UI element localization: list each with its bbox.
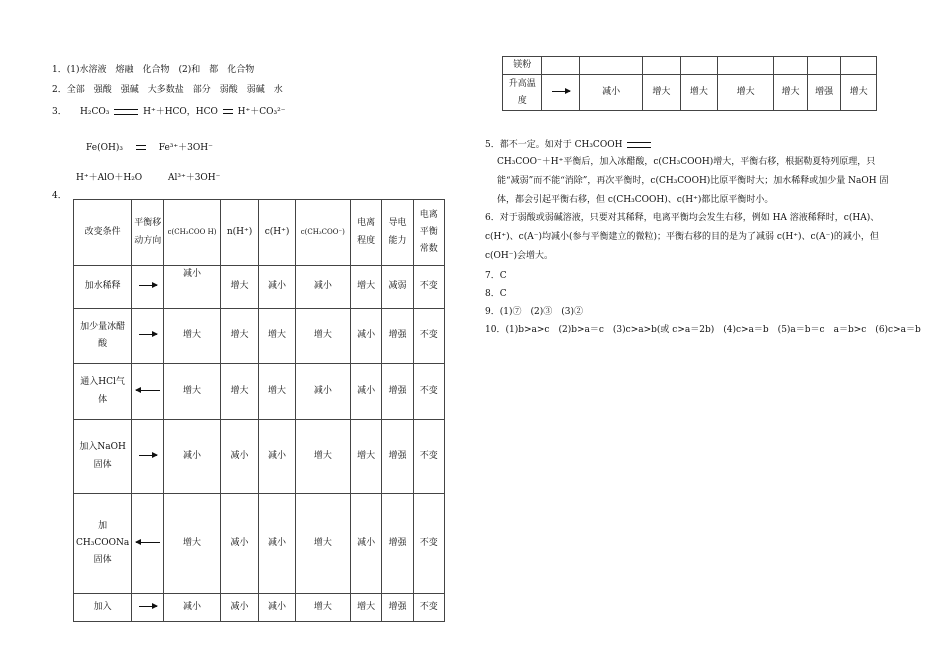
- table-cell: [643, 57, 681, 75]
- header-cell: n(H⁺): [220, 200, 259, 266]
- row-condition: 加CH₃COONa固体: [74, 494, 132, 594]
- eq-right: Fe³⁺＋3OH⁻: [158, 143, 213, 153]
- table-cell: 增大: [259, 309, 295, 364]
- eq-left: H⁺＋AlO＋H₂O: [76, 173, 143, 183]
- table-cell: [718, 57, 774, 75]
- right-arrow-icon: [132, 309, 164, 364]
- eq-right: Al³⁺＋3OH⁻: [167, 173, 221, 183]
- table-row: [74, 594, 445, 622]
- table-row: [74, 266, 445, 309]
- table-cell: 减小: [259, 494, 295, 594]
- table-cell: 不变: [413, 494, 444, 594]
- table-cell: 增强: [382, 420, 413, 494]
- row-condition: 加入: [74, 594, 132, 622]
- table-cell: 不变: [413, 594, 444, 622]
- row-condition: 加水稀释: [74, 266, 132, 309]
- answer-5-text: 5．都不一定。如对于 CH₃COOH: [485, 140, 623, 150]
- equilibrium-table-continued: [502, 56, 877, 111]
- header-cell: c(CH₃COO H): [164, 200, 220, 266]
- table-cell: 增大: [718, 75, 774, 111]
- row-condition: 加少量冰醋酸: [74, 309, 132, 364]
- table-cell: [841, 57, 877, 75]
- equation-iron-hydroxide: [86, 140, 213, 153]
- row-condition: 加入NaOH固体: [74, 420, 132, 494]
- table-row: [74, 309, 445, 364]
- table-row: [74, 494, 445, 594]
- header-cell: 改变条件: [74, 200, 132, 266]
- table-cell: 增大: [295, 309, 350, 364]
- table-cell: [807, 57, 841, 75]
- row-condition: 通入HCl气体: [74, 364, 132, 420]
- left-arrow-icon: [132, 364, 164, 420]
- table-cell: 增大: [350, 420, 381, 494]
- table-row: [503, 57, 877, 75]
- header-cell: 导电能力: [382, 200, 413, 266]
- table-cell: 不变: [413, 420, 444, 494]
- table-cell: 减小: [164, 594, 220, 622]
- table-cell: [774, 57, 808, 75]
- table-row: [74, 420, 445, 494]
- table-cell: 减小: [164, 266, 220, 309]
- answer-6: 6．对于弱酸或弱碱溶液，只要对其稀释，电离平衡均会发生右移，例如 HA 溶液稀释时，c(HA)、c(H⁺)、c(A⁻)均减小(参与平衡建立的微粒)；平衡右移的目的是为了减弱 c(H⁺)、c(A⁻)的减小，但 c(OH⁻)会增大。: [485, 213, 880, 261]
- eq-end: H⁺＋CO₃²⁻: [237, 107, 286, 117]
- answer-5-lead: [485, 137, 653, 150]
- table-cell: 减小: [220, 594, 259, 622]
- answer-4-number: 4．: [52, 191, 67, 201]
- eq-left: Fe(OH)₃: [86, 143, 123, 153]
- answer-1: 1．(1)水溶液 熔融 化合物 (2)和 都 化合物: [52, 65, 255, 75]
- table-cell: 增大: [220, 309, 259, 364]
- table-row: [74, 364, 445, 420]
- table-cell: 减小: [259, 594, 295, 622]
- equilibrium-arrow-icon: [223, 109, 233, 114]
- table-cell: 减弱: [382, 266, 413, 309]
- table-cell: 增大: [295, 594, 350, 622]
- table-cell: 减小: [350, 309, 381, 364]
- table-cell: 增大: [295, 420, 350, 494]
- table-cell: 减小: [295, 364, 350, 420]
- table-cell: 增强: [382, 594, 413, 622]
- table-cell: 增大: [350, 266, 381, 309]
- table-cell: 减小: [259, 266, 295, 309]
- eq-left: H₂CO₃: [80, 107, 110, 117]
- right-arrow-icon: [542, 75, 580, 111]
- answer-7: 7．C: [485, 271, 507, 281]
- answer-9: 9．(1)⑦ (2)③ (3)②: [485, 307, 583, 317]
- table-cell: 减小: [164, 420, 220, 494]
- answer-5-body: CH₃COO⁻＋H⁺平衡后，加入冰醋酸，c(CH₃COOH)增大，平衡右移，根据勒夏特列原理，只能“减弱”而不能“消除”，再次平衡时，c(CH₃COOH)比原平衡时大；加水稀释或加少量 NaOH 固体，都会引起平衡右移，但 c(CH₃COOH)、c(H⁺)都比原平衡时小。: [497, 157, 889, 205]
- table-cell: 增大: [774, 75, 808, 111]
- table-cell: 不变: [413, 309, 444, 364]
- table-cell: 增大: [164, 364, 220, 420]
- table-cell: [542, 57, 580, 75]
- table-cell: 增大: [680, 75, 718, 111]
- table-cell: 增大: [220, 266, 259, 309]
- table-cell: 增大: [643, 75, 681, 111]
- answer-8: 8．C: [485, 289, 507, 299]
- table-cell: 增大: [841, 75, 877, 111]
- table-cell: 增大: [220, 364, 259, 420]
- table-cell: 减小: [259, 420, 295, 494]
- table-cell: 增强: [807, 75, 841, 111]
- answer-10: 10．(1)b>a>c (2)b>a＝c (3)c>a>b(或 c>a＝2b) (4)c>a＝b (5)a＝b＝c a＝b>c (6)c>a＝b: [485, 325, 921, 335]
- equilibrium-arrow-icon: [136, 145, 146, 150]
- equilibrium-table: [73, 199, 445, 622]
- table-cell: [580, 57, 643, 75]
- table-cell: [680, 57, 718, 75]
- table-header-row: [74, 200, 445, 266]
- table-cell: 增强: [382, 494, 413, 594]
- header-cell: c(H⁺): [259, 200, 295, 266]
- answer-2: 2．全部 强酸 强碱 大多数盐 部分 弱酸 弱碱 水: [52, 85, 283, 95]
- table-cell: 减小: [220, 420, 259, 494]
- row-condition: 镁粉: [503, 57, 542, 75]
- table-cell: 增大: [350, 594, 381, 622]
- table-cell: 减小: [580, 75, 643, 111]
- table-cell: 减小: [350, 494, 381, 594]
- table-cell: 减小: [220, 494, 259, 594]
- table-cell: 不变: [413, 266, 444, 309]
- table-cell: 减小: [295, 266, 350, 309]
- row-condition: 升高温度: [503, 75, 542, 111]
- table-cell: 增强: [382, 309, 413, 364]
- table-cell: 减小: [350, 364, 381, 420]
- left-arrow-icon: [132, 494, 164, 594]
- equation-aluminium: [76, 170, 220, 183]
- table-cell: 增大: [164, 494, 220, 594]
- table-row: [503, 75, 877, 111]
- right-arrow-icon: [132, 594, 164, 622]
- table-cell: 增大: [259, 364, 295, 420]
- right-arrow-icon: [132, 266, 164, 309]
- header-cell: c(CH₃COO⁻): [295, 200, 350, 266]
- equilibrium-arrow-icon: [114, 109, 138, 115]
- table-cell: 增强: [382, 364, 413, 420]
- answer-3-number: 3．: [52, 107, 67, 117]
- equation-carbonic: [80, 104, 286, 117]
- right-arrow-icon: [132, 420, 164, 494]
- table-cell: 增大: [164, 309, 220, 364]
- equilibrium-arrow-icon: [627, 142, 651, 148]
- table-cell: 增大: [295, 494, 350, 594]
- table-cell: 不变: [413, 364, 444, 420]
- eq-right: H⁺＋HCO，HCO: [143, 107, 218, 117]
- header-cell: 电离平衡常数: [413, 200, 444, 266]
- header-cell: 电离程度: [350, 200, 381, 266]
- header-cell: 平衡移动方向: [132, 200, 164, 266]
